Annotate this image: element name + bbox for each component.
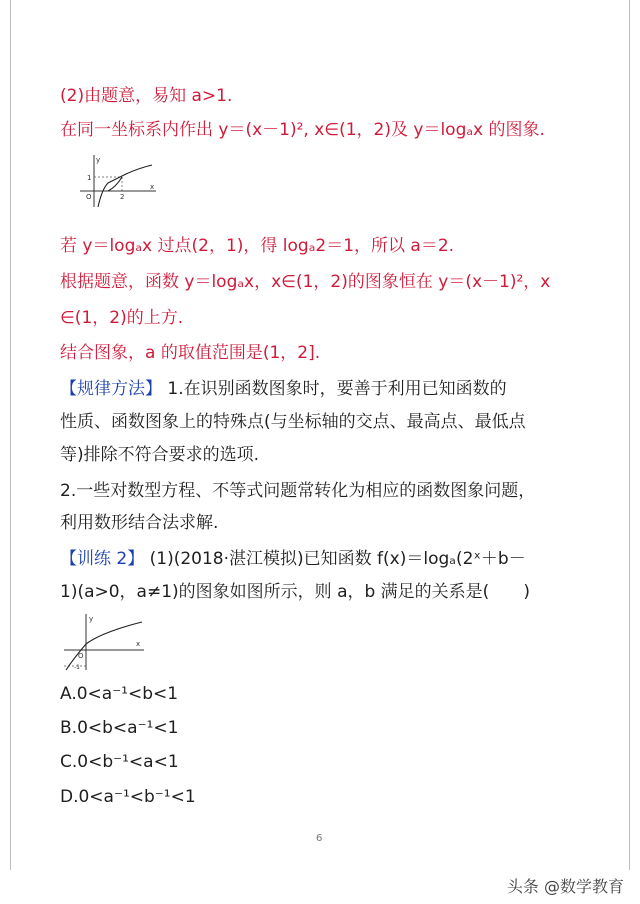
- method-tag: 【规律方法】: [60, 379, 162, 399]
- fig1-one-label: 1: [87, 174, 92, 182]
- solution-line-1: (2)由题意，易知 a>1.: [60, 86, 233, 106]
- practice-tag: 【训练 2】: [60, 549, 145, 569]
- option-a: A.0<a⁻¹<b<1: [60, 684, 179, 704]
- fig1-two-label: 2: [120, 193, 125, 201]
- practice-figure: [62, 612, 146, 672]
- fig2-origin-label: O: [78, 652, 84, 660]
- method-line-5: 利用数形结合法求解.: [60, 513, 219, 533]
- fig2-neg1-label: -1: [74, 664, 80, 671]
- option-c: C.0<b⁻¹<a<1: [60, 752, 179, 772]
- method-line-3: 等)排除不符合要求的选项.: [60, 445, 260, 465]
- fig2-x-label: x: [136, 640, 141, 648]
- page-frame-left: [10, 0, 11, 870]
- solution-line-6: 结合图象，a 的取值范围是(1，2].: [60, 343, 321, 363]
- fig1-x-label: x: [150, 183, 155, 191]
- option-d: D.0<a⁻¹<b⁻¹<1: [60, 787, 196, 807]
- option-b: B.0<b<a⁻¹<1: [60, 718, 179, 738]
- solution-line-3: 若 y＝logₐx 过点(2，1)，得 logₐ2＝1，所以 a＝2.: [60, 236, 455, 256]
- practice-line-2: 1)(a>0，a≠1)的图象如图所示，则 a，b 满足的关系是( ): [60, 582, 530, 602]
- solution-line-4: 根据题意，函数 y＝logₐx，x∈(1，2)的图象恒在 y＝(x－1)²，x: [60, 272, 551, 292]
- solution-figure: [78, 153, 158, 209]
- solution-line-5: ∈(1，2)的上方.: [60, 308, 184, 328]
- practice-line-1: [60, 547, 600, 571]
- method-line-1: [60, 377, 600, 401]
- page-frame-right: [629, 0, 630, 870]
- method-line-4: 2.一些对数型方程、不等式问题常转化为相应的函数图象问题，: [60, 481, 536, 501]
- practice-line-1-text: (1)(2018·湛江模拟)已知函数 f(x)＝logₐ(2ˣ＋b－: [149, 549, 526, 569]
- watermark: 头条 @数学教育: [506, 877, 624, 896]
- fig1-y-label: y: [96, 156, 101, 164]
- solution-line-2: 在同一坐标系内作出 y＝(x－1)², x∈(1，2)及 y＝logₐx 的图象.: [60, 120, 545, 140]
- page-number: 6: [316, 833, 323, 844]
- method-line-1-text: 1.在识别函数图象时，要善于利用已知函数的: [167, 379, 507, 399]
- fig1-origin-label: O: [86, 193, 92, 201]
- fig2-y-label: y: [89, 615, 94, 623]
- method-line-2: 性质、函数图象上的特殊点(与坐标轴的交点、最高点、最低点: [60, 412, 526, 432]
